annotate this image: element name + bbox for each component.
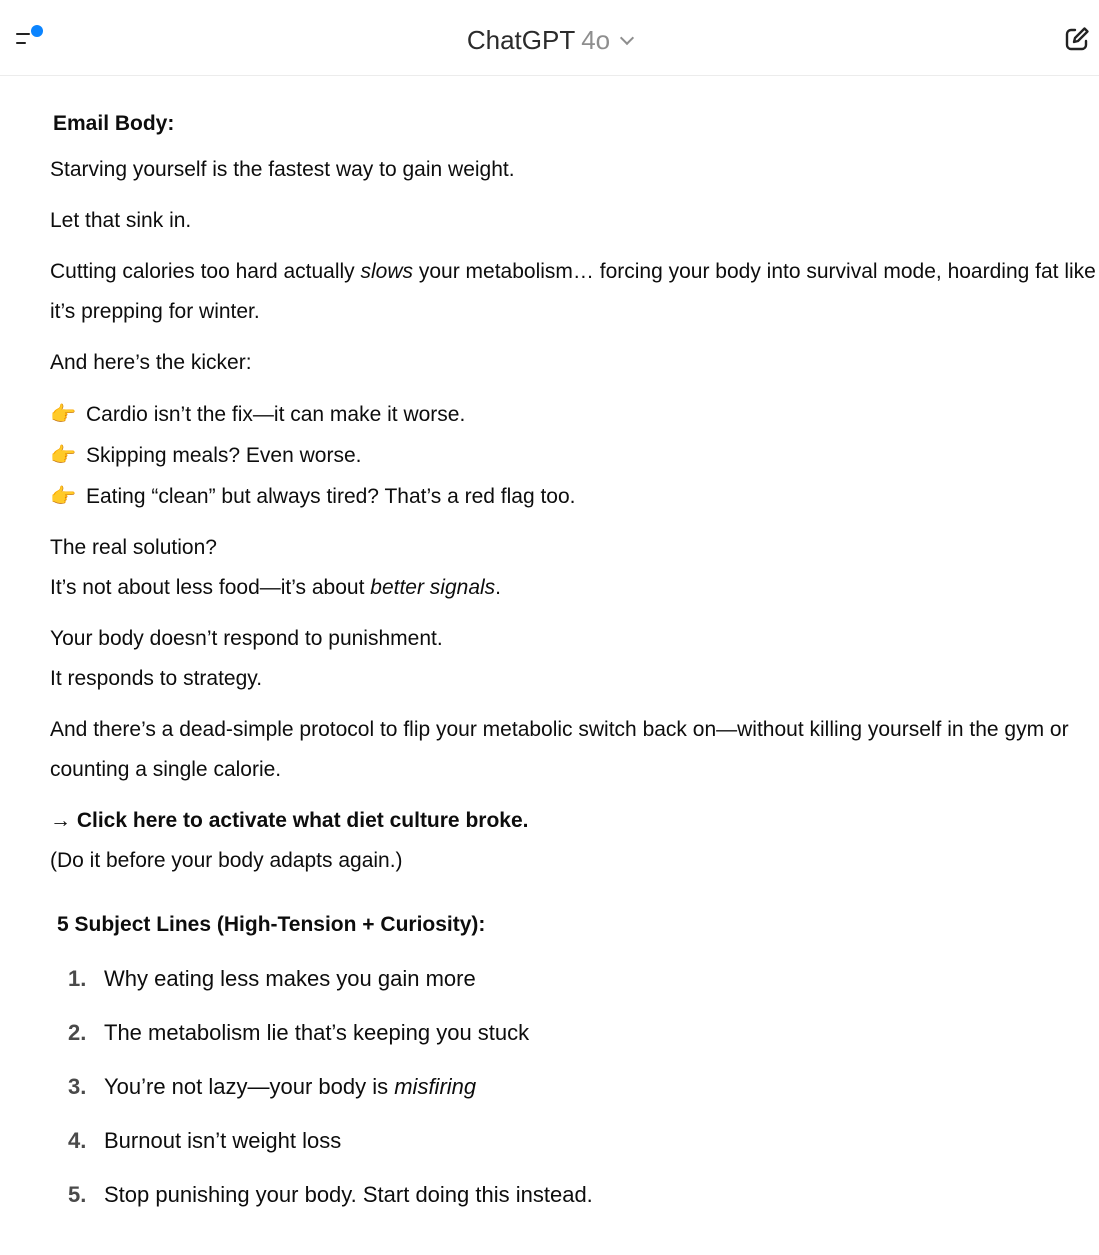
list-item-text: Burnout isn’t weight loss — [104, 1128, 342, 1153]
text-line: Your body doesn’t respond to punishment. — [50, 627, 443, 650]
assistant-message — [50, 104, 1099, 1229]
list-item-text: The metabolism lie that’s keeping you stuck — [104, 1020, 530, 1045]
menu-icon — [16, 33, 30, 35]
bullet-list — [50, 394, 1099, 517]
new-chat-button[interactable] — [1060, 22, 1094, 56]
text: your metabolism… forcing your body into survival mode, hoarding fat like it’s prepping for winter. — [50, 260, 1096, 323]
list-item — [50, 1175, 1099, 1215]
model-selector[interactable] — [450, 22, 650, 58]
cta-note: (Do it before your body adapts again.) — [50, 849, 403, 872]
text-line — [50, 568, 1099, 608]
text: Cutting calories too hard actually — [50, 260, 361, 283]
list-item — [50, 1067, 1099, 1107]
pointing-hand-icon: 👉 — [50, 443, 77, 467]
list-number: 2. — [68, 1020, 87, 1045]
subject-lines-heading: 5 Subject Lines (High-Tension + Curiosity): — [57, 913, 486, 936]
text-line: The real solution? — [50, 536, 217, 559]
paragraph: And here’s the kicker: — [50, 351, 252, 374]
model-name: ChatGPT — [466, 25, 576, 55]
list-item-text: Eating “clean” but always tired? That’s a red flag too. — [86, 485, 576, 508]
emphasis: misfiring — [394, 1074, 477, 1099]
paragraph — [50, 252, 1099, 332]
list-item-text: Cardio isn’t the fix—it can make it worse. — [86, 403, 466, 426]
list-item — [50, 476, 1099, 517]
list-item — [50, 1121, 1099, 1161]
text-line: It responds to strategy. — [50, 667, 263, 690]
paragraph: Starving yourself is the fastest way to gain weight. — [50, 158, 515, 181]
emphasis: slows — [360, 260, 414, 283]
list-item — [50, 1013, 1099, 1053]
paragraph: Let that sink in. — [50, 209, 192, 232]
text: . — [495, 576, 502, 599]
edit-icon — [1060, 22, 1094, 56]
call-to-action — [50, 801, 1099, 881]
top-bar — [0, 0, 1099, 76]
emphasis: better signals — [370, 576, 496, 599]
menu-icon-line — [16, 42, 26, 44]
list-item-text: Stop punishing your body. Start doing this instead. — [104, 1182, 593, 1207]
paragraph — [50, 528, 1099, 608]
pointing-hand-icon: 👉 — [50, 402, 77, 426]
paragraph: And there’s a dead-simple protocol to flip your metabolic switch back on—without killing yourself in the gym or counting a single calorie. — [50, 718, 1069, 781]
list-number: 3. — [68, 1074, 87, 1099]
cta-link[interactable]: → Click here to activate what diet culture broke. — [50, 809, 529, 832]
list-item — [50, 959, 1099, 999]
paragraph — [50, 619, 1099, 699]
model-version: 4o — [581, 25, 611, 55]
list-item — [50, 435, 1099, 476]
list-number: 1. — [68, 966, 87, 991]
notification-dot-icon — [31, 25, 43, 37]
pointing-hand-icon: 👉 — [50, 484, 77, 508]
list-item-text: Why eating less makes you gain more — [104, 966, 476, 991]
text: It’s not about less food—it’s about — [50, 576, 371, 599]
list-item-text: Skipping meals? Even worse. — [86, 444, 362, 467]
list-number: 5. — [68, 1182, 87, 1207]
list-number: 4. — [68, 1128, 87, 1153]
chevron-down-icon — [620, 31, 634, 45]
sidebar-menu-button[interactable] — [8, 18, 52, 58]
email-body-heading: Email Body: — [53, 112, 175, 135]
subject-lines-list — [50, 959, 1099, 1215]
list-item-text: You’re not lazy—your body is — [104, 1074, 395, 1099]
list-item — [50, 394, 1099, 435]
